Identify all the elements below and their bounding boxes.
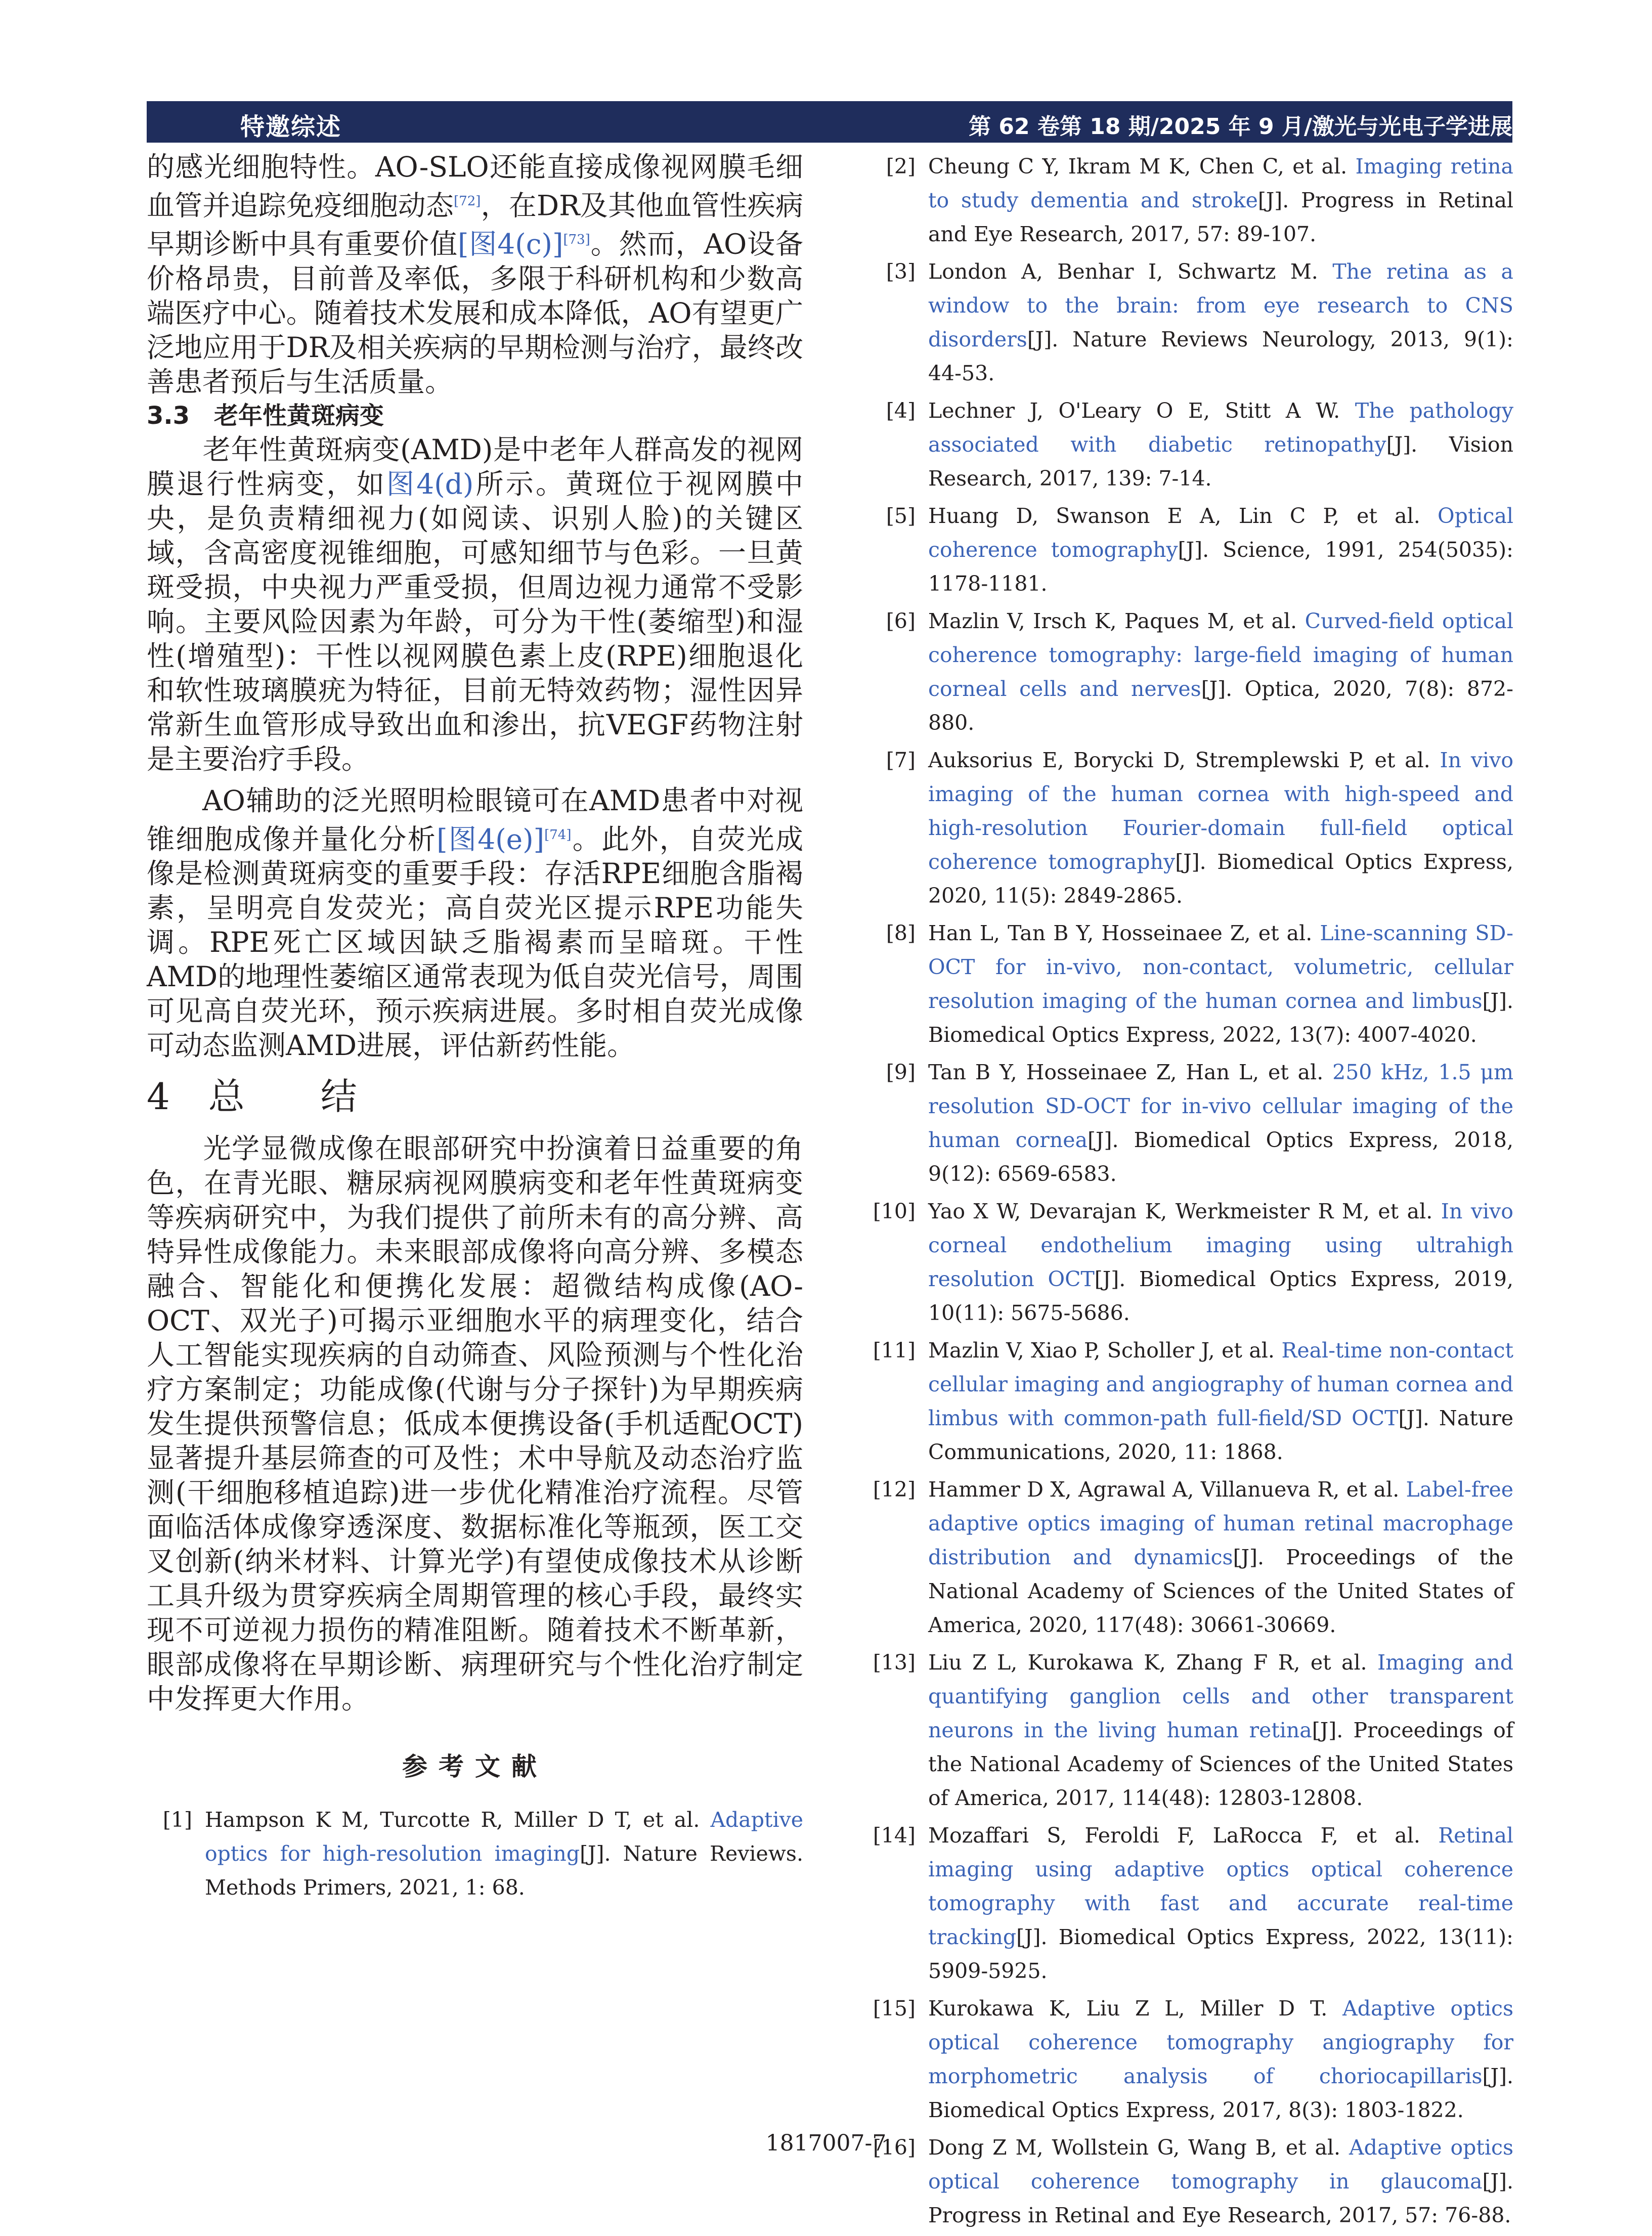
left-column	[147, 150, 803, 1908]
reference-list-left	[147, 1803, 803, 1905]
citation-73[interactable]: [73]	[563, 232, 590, 248]
reference-source: [J]. Proceedings of the National Academy of Sciences of the United States of America, 2017, 114(48): 12803-12808.	[928, 1718, 1514, 1810]
reference-number: [2]	[886, 154, 916, 179]
reference-source: [J]. Biomedical Optics Express, 2020, 11(5): 2849-2865.	[928, 850, 1514, 908]
reference-source: [J]. Biomedical Optics Express, 2019, 10(11): 5675-5686.	[928, 1267, 1513, 1325]
reference-authors: Liu Z L, Kurokawa K, Zhang F R, et al.	[928, 1650, 1377, 1675]
reference-item	[870, 1195, 1513, 1330]
paragraph-conclusion: 光学显微成像在眼部研究中扮演着日益重要的角色，在青光眼、糖尿病视网膜病变和老年性黄斑病变等疾病研究中，为我们提供了前所未有的高分辨、高特异性成像能力。未来眼部成像将向高分辨、多模态融合、智能化和便携化发展：超微结构成像(AO-OCT、双光子)可揭示亚细胞水平的病理变化，结合人工智能实现疾病的自动筛查、风险预测与个性化治疗方案制定；功能成像(代谢与分子探针)为早期疾病发生提供预警信息；低成本便携设备(手机适配OCT)显著提升基层筛查的可及性；术中导航及动态治疗监测(干细胞移植追踪)进一步优化精准治疗流程。尽管面临活体成像穿透深度、数据标准化等瓶颈，医工交叉创新(纳米材料、计算光学)有望使成像技术从诊断工具升级为贯穿疾病全周期管理的核心手段，最终实现不可逆视力损伤的精准阻断。随着技术不断革新，眼部成像将在早期诊断、病理研究与个性化治疗制定中发挥更大作用。	[147, 1132, 803, 1715]
reference-authors: Dong Z M, Wollstein G, Wang B, et al.	[928, 2135, 1349, 2160]
reference-authors: Lechner J, O'Leary O E, Stitt A W.	[928, 399, 1355, 423]
reference-number: [11]	[873, 1338, 916, 1363]
reference-number: [4]	[886, 399, 916, 423]
reference-item	[870, 1473, 1513, 1642]
reference-title-link[interactable]: Adaptive optics for high-resolution imaging	[205, 1807, 803, 1866]
reference-source: [J]. Progress in Retinal and Eye Research, 2017, 57: 76-88.	[928, 2169, 1513, 2227]
reference-authors: Huang D, Swanson E A, Lin C P, et al.	[928, 504, 1438, 528]
reference-item	[870, 499, 1513, 601]
reference-authors: Auksorius E, Borycki D, Stremplewski P, et al.	[928, 748, 1440, 772]
reference-title-link[interactable]: Label-free adaptive optics imaging of human retinal macrophage distribution and dynamics	[928, 1477, 1513, 1569]
reference-source: [J]. Biomedical Optics Express, 2017, 8(3): 1803-1822.	[928, 2064, 1513, 2122]
reference-source: [J]. Nature Communications, 2020, 11: 1868.	[928, 1406, 1513, 1464]
reference-authors: Han L, Tan B Y, Hosseinaee Z, et al.	[928, 921, 1320, 945]
figure-link-4e[interactable]: [图4(e)]	[437, 822, 545, 855]
section-label: 特邀综述	[240, 113, 342, 141]
reference-number: [12]	[873, 1477, 916, 1502]
running-header	[147, 101, 1512, 143]
journal-info: 第 62 卷第 18 期/2025 年 9 月/激光与光电子学进展	[969, 114, 1512, 140]
reference-number: [14]	[873, 1823, 916, 1848]
reference-title-link[interactable]: In vivo corneal endothelium imaging using ultrahigh resolution OCT	[928, 1199, 1513, 1291]
reference-item	[870, 604, 1513, 740]
reference-item	[870, 1646, 1513, 1815]
section-heading-3-3: 3.3 老年性黄斑病变	[147, 401, 384, 430]
reference-title-link[interactable]: Retinal imaging using adaptive optics optical coherence tomography with fast and accurate real-time tracking	[928, 1823, 1513, 1949]
reference-title-link[interactable]: 250 kHz, 1.5 μm resolution SD-OCT for in-vivo cellular imaging of the human cornea	[928, 1060, 1513, 1152]
reference-number: [1]	[162, 1807, 192, 1832]
reference-number: [15]	[873, 1996, 916, 2021]
reference-title-link[interactable]: Imaging and quantifying ganglion cells and other transparent neurons in the living human retina	[928, 1650, 1513, 1742]
reference-title-link[interactable]: Real-time non-contact cellular imaging and angiography of human cornea and limbus with common-path full-field/SD OCT	[928, 1338, 1513, 1430]
reference-title-link[interactable]: Adaptive optics optical coherence tomography angiography for morphometric analysis of choriocapillaris	[928, 1996, 1513, 2088]
section-heading-4: 4 总 结	[147, 1075, 358, 1118]
reference-source: [J]. Nature Reviews Neurology, 2013, 9(1): 44-53.	[928, 327, 1513, 385]
paragraph-ao-slo: 的感光细胞特性。AO-SLO还能直接成像视网膜毛细血管并追踪免疫细胞动态[72]，在DR及其他血管性疾病早期诊断中具有重要价值[图4(c)][73]。然而，AO设备价格昂贵，目前普及率低，多限于科研机构和少数高端医疗中心。随着技术发展和成本降低，AO有望更广泛地应用于DR及相关疾病的早期检测与治疗，最终改善患者预后与生活质量。	[147, 151, 803, 398]
reference-number: [5]	[886, 504, 916, 528]
reference-title-link[interactable]: The retina as a window to the brain: from eye research to CNS disorders	[928, 259, 1514, 352]
reference-item	[147, 1803, 803, 1905]
reference-authors: Mazlin V, Irsch K, Paques M, et al.	[928, 609, 1305, 633]
reference-item	[870, 1819, 1513, 1988]
reference-number: [3]	[886, 259, 916, 284]
reference-number: [9]	[886, 1060, 916, 1084]
reference-authors: Tan B Y, Hosseinaee Z, Han L, et al.	[928, 1060, 1333, 1084]
page-number: 1817007-7	[765, 2130, 887, 2156]
reference-number: [10]	[873, 1199, 916, 1223]
references-heading: 参考文献	[402, 1751, 548, 1781]
reference-number: [16]	[873, 2135, 916, 2160]
reference-item	[870, 1992, 1513, 2127]
reference-source: [J]. Science, 1991, 254(5035): 1178-1181.	[928, 538, 1513, 596]
reference-list-right	[870, 150, 1513, 2232]
reference-authors: Mozaffari S, Feroldi F, LaRocca F, et al.	[928, 1823, 1439, 1848]
reference-title-link[interactable]: Optical coherence tomography	[928, 504, 1513, 562]
reference-source: [J]. Biomedical Optics Express, 2022, 13(7): 4007-4020.	[928, 989, 1513, 1047]
reference-item	[870, 916, 1513, 1052]
paragraph-amd-intro: 老年性黄斑病变(AMD)是中老年人群高发的视网膜退行性病变，如图4(d)所示。黄斑位于视网膜中央，是负责精细视力(如阅读、识别人脸)的关键区域，含高密度视锥细胞，可感知细节与色彩。一旦黄斑受损，中央视力严重受损，但周边视力通常不受影响。主要风险因素为年龄，可分为干性(萎缩型)和湿性(增殖型)：干性以视网膜色素上皮(RPE)细胞退化和软性玻璃膜疣为特征，目前无特效药物；湿性因异常新生血管形成导致出血和渗出，抗VEGF药物注射是主要治疗手段。	[147, 433, 803, 775]
right-column	[870, 150, 1513, 2236]
reference-title-link[interactable]: The pathology associated with diabetic retinopathy	[928, 399, 1513, 457]
reference-source: [J]. Biomedical Optics Express, 2022, 13(11): 5909-5925.	[928, 1925, 1513, 1983]
reference-item	[870, 394, 1513, 496]
reference-title-link[interactable]: Imaging retina to study dementia and stroke	[928, 154, 1513, 212]
reference-title-link[interactable]: In vivo imaging of the human cornea with high-speed and high-resolution Fourier-domain full-field optical coherence tomography	[928, 748, 1513, 874]
reference-item	[870, 150, 1513, 251]
reference-item	[870, 1056, 1513, 1191]
reference-title-link[interactable]: Curved-field optical coherence tomography: large-field imaging of human corneal cells and nerves	[928, 609, 1513, 701]
reference-title-link[interactable]: Line-scanning SD-OCT for in-vivo, non-contact, volumetric, cellular resolution imaging of the human cornea and limbus	[928, 921, 1513, 1013]
reference-number: [13]	[873, 1650, 916, 1675]
reference-source: [J]. Progress in Retinal and Eye Research, 2017, 57: 89-107.	[928, 188, 1514, 246]
citation-74[interactable]: [74]	[544, 827, 572, 843]
paragraph-amd-imaging: AO辅助的泛光照明检眼镜可在AMD患者中对视锥细胞成像并量化分析[图4(e)][74]。此外，自荧光成像是检测黄斑病变的重要手段：存活RPE细胞含脂褐素，呈明亮自发荧光；高自荧光区提示RPE功能失调。RPE死亡区域因缺乏脂褐素而呈暗斑。干性AMD的地理性萎缩区通常表现为低自荧光信号，周围可见高自荧光环，预示疾病进展。多时相自荧光成像可动态监测AMD进展，评估新药性能。	[147, 784, 803, 1062]
figure-link-4c[interactable]: [图4(c)]	[458, 228, 563, 260]
reference-authors: Hampson K M, Turcotte R, Miller D T, et al.	[205, 1807, 711, 1832]
reference-authors: Mazlin V, Xiao P, Scholler J, et al.	[928, 1338, 1282, 1363]
reference-authors: Yao X W, Devarajan K, Werkmeister R M, et al.	[928, 1199, 1441, 1223]
reference-source: [J]. Proceedings of the National Academy of Sciences of the United States of America, 2020, 117(48): 30661-30669.	[928, 1545, 1513, 1637]
figure-link-4d[interactable]: 图4(d)	[386, 467, 474, 500]
reference-item	[870, 1334, 1513, 1469]
reference-title-link[interactable]: Adaptive optics optical coherence tomography in glaucoma	[928, 2135, 1513, 2194]
reference-source: [J]. Vision Research, 2017, 139: 7-14.	[928, 432, 1513, 491]
reference-authors: Hammer D X, Agrawal A, Villanueva R, et al.	[928, 1477, 1406, 1502]
reference-authors: Kurokawa K, Liu Z L, Miller D T.	[928, 1996, 1343, 2021]
reference-item	[870, 743, 1513, 913]
reference-source: [J]. Nature Reviews. Methods Primers, 2021, 1: 68.	[205, 1841, 803, 1900]
reference-authors: London A, Benhar I, Schwartz M.	[928, 259, 1333, 284]
reference-number: [7]	[886, 748, 916, 772]
reference-item	[870, 255, 1513, 390]
citation-72[interactable]: [72]	[454, 194, 481, 209]
reference-number: [6]	[886, 609, 916, 633]
reference-source: [J]. Optica, 2020, 7(8): 872-880.	[928, 677, 1513, 735]
reference-authors: Cheung C Y, Ikram M K, Chen C, et al.	[928, 154, 1356, 179]
reference-source: [J]. Biomedical Optics Express, 2018, 9(12): 6569-6583.	[928, 1128, 1513, 1186]
reference-number: [8]	[886, 921, 916, 945]
